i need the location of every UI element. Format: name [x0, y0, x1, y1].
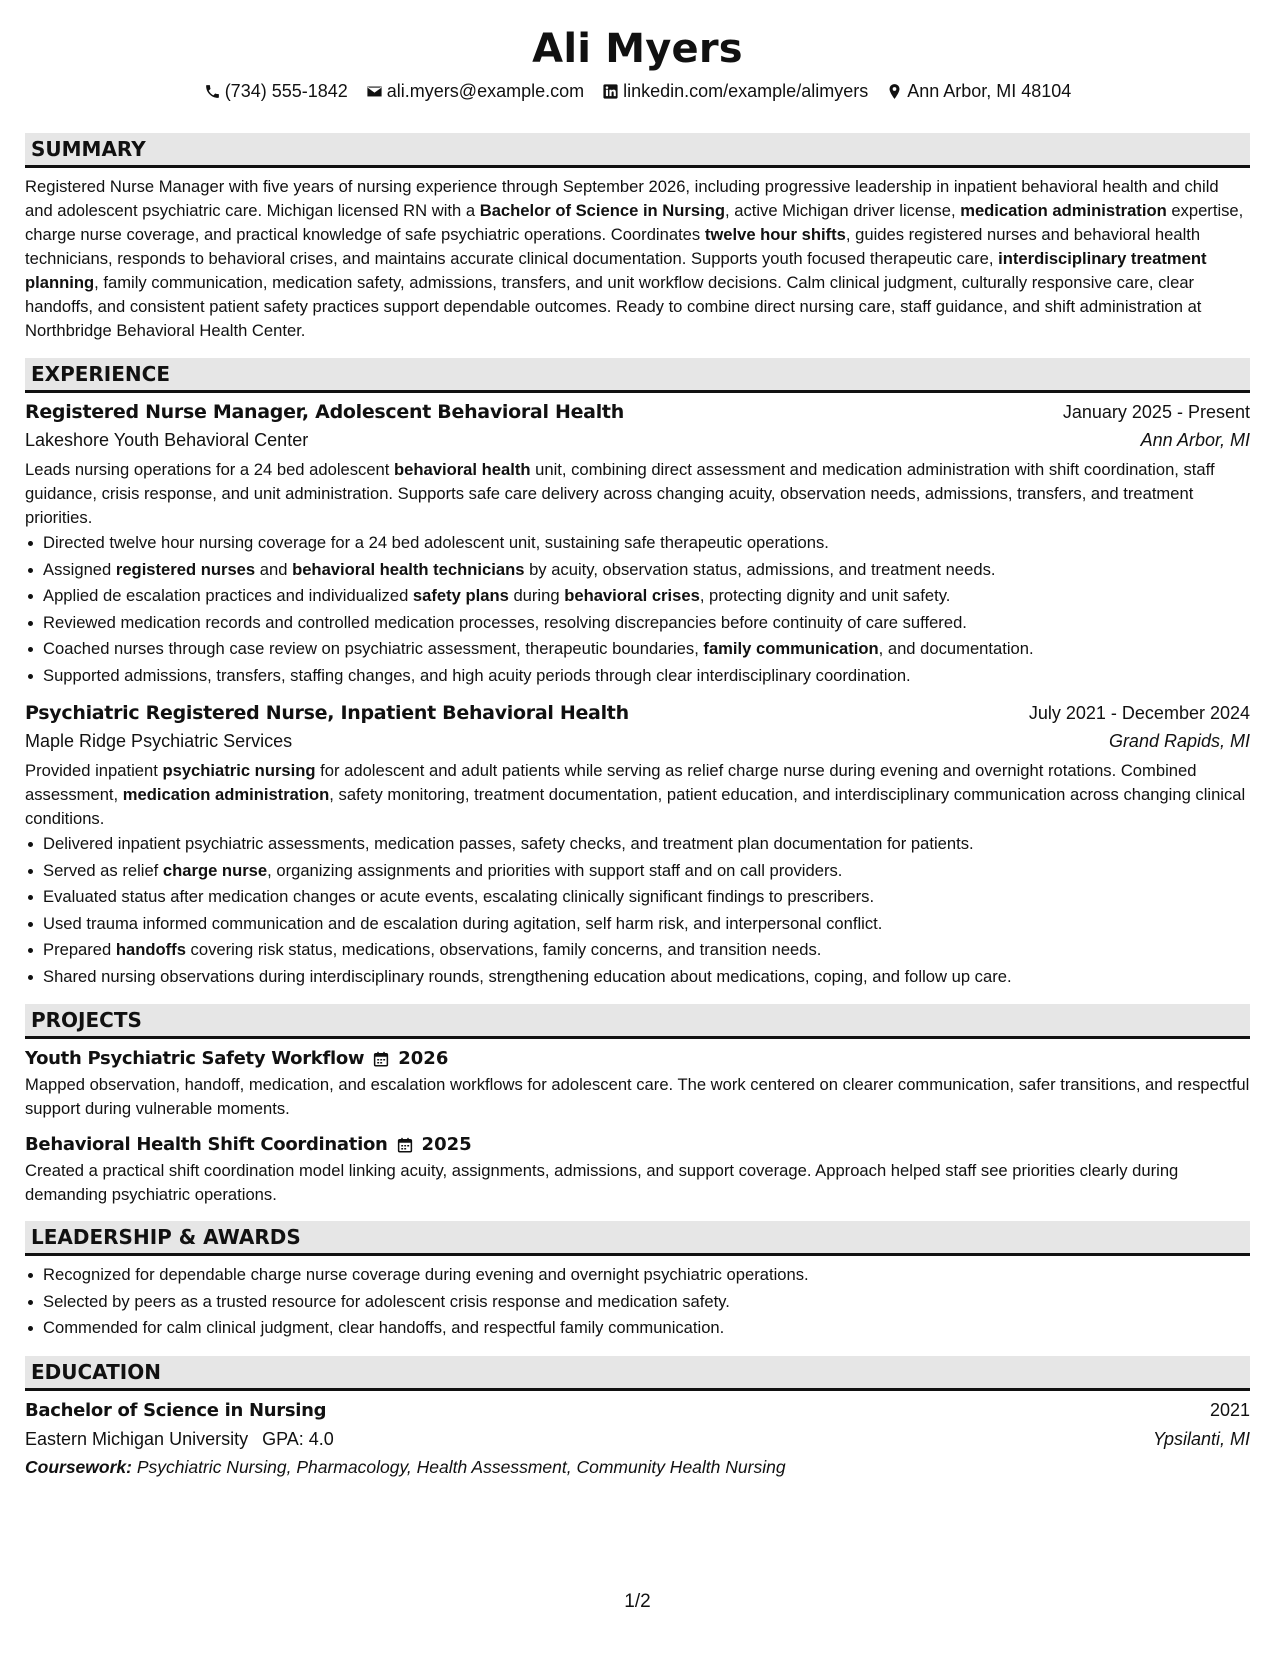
coursework-list: Psychiatric Nursing, Pharmacology, Health Assessment, Community Health Nursing — [136, 1456, 786, 1477]
project-entry — [25, 1045, 1250, 1121]
job-entry — [25, 398, 1250, 689]
summary-text: Registered Nurse Manager with five years of nursing experience through September 2026, including progressive leadership in inpatient behavioral health and child and adolescent psychiatric care. Michigan licensed RN with a Bachelor of Science in Nursing, active Michigan driver license, medication administration expertise, charge nurse coverage, and practical knowledge of safe psychiatric operations. Coordinates twelve hour shifts, guides registered nurses and behavioral health technicians, responds to behavioral crises, and maintains accurate clinical documentation. Supports youth focused therapeutic care, interdisciplinary treatment planning, family communication, medication safety, admissions, transfers, and unit workflow decisions. Calm clinical judgment, culturally responsive care, clear handoffs, and consistent patient safety practices support dependable outcomes. Ready to combine direct nursing care, staff guidance, and shift administration at Northbridge Behavioral Health Center. — [25, 177, 1244, 340]
job-dates: January 2025 - Present — [1062, 402, 1250, 422]
graduation-year: 2021 — [1209, 1399, 1250, 1420]
list-item: Assigned registered nurses and behavioral health technicians by acuity, observation status, admissions, and treatment needs. — [43, 557, 1250, 584]
job-organization: Maple Ridge Psychiatric Services — [25, 731, 293, 751]
contact-bar — [25, 79, 1250, 103]
job-location: Ann Arbor, MI — [1140, 430, 1250, 450]
projects-heading: PROJECTS — [25, 1004, 1250, 1039]
list-item: Used trauma informed communication and de escalation during agitation, self harm risk, and interpersonal conflict. — [43, 911, 1250, 938]
job-entry — [25, 699, 1250, 990]
project-description: Mapped observation, handoff, medication, and escalation workflows for adolescent care. The work centered on clearer communication, safer transitions, and respectful support during vulnerable moments. — [25, 1075, 1250, 1118]
contact-linkedin[interactable] — [602, 81, 868, 102]
project-year: 2026 — [398, 1048, 449, 1069]
coursework-label: Coursework: — [25, 1456, 132, 1477]
experience-heading: EXPERIENCE — [25, 358, 1250, 393]
job-location: Grand Rapids, MI — [1108, 731, 1250, 751]
job-title: Psychiatric Registered Nurse, Inpatient Behavioral Health — [25, 702, 629, 724]
resume-page — [0, 26, 1275, 1676]
phone-text: (734) 555-1842 — [224, 80, 348, 101]
job-description: Leads nursing operations for a 24 bed adolescent behavioral health unit, combining direct assessment and medication administration with shift coordination, staff guidance, crisis response, and unit administration. Supports safe care delivery across changing acuity, observation needs, admissions, transfers, and treatment priorities. — [25, 460, 1215, 527]
list-item: Prepared handoffs covering risk status, medications, observations, family concerns, and transition needs. — [43, 937, 1250, 964]
project-description: Created a practical shift coordination model linking acuity, assignments, admissions, and support coverage. Approach helped staff see priorities clearly during demanding psychiatric operations. — [25, 1161, 1179, 1204]
linkedin-text: linkedin.com/example/alimyers — [623, 80, 869, 101]
job-dates: July 2021 - December 2024 — [1028, 703, 1250, 723]
contact-location — [886, 81, 1071, 102]
location-text: Ann Arbor, MI 48104 — [907, 80, 1072, 101]
coursework — [25, 1453, 1250, 1481]
contact-phone — [204, 81, 348, 102]
contact-email[interactable] — [366, 81, 584, 102]
school-line — [25, 1425, 334, 1453]
list-item: Coached nurses through case review on psychiatric assessment, therapeutic boundaries, family communication, and documentation. — [43, 636, 1250, 663]
job-organization: Lakeshore Youth Behavioral Center — [25, 430, 309, 450]
list-item: Recognized for dependable charge nurse coverage during evening and overnight psychiatric operations. — [43, 1262, 1250, 1289]
page-number: 1/2 — [624, 1591, 651, 1612]
calendar-icon — [372, 1050, 390, 1068]
list-item: Served as relief charge nurse, organizing assignments and priorities with support staff and on call providers. — [43, 858, 1250, 885]
list-item: Selected by peers as a trusted resource for adolescent crisis response and medication safety. — [43, 1289, 1250, 1316]
list-item: Evaluated status after medication changes or acute events, escalating clinically significant findings to prescribers. — [43, 884, 1250, 911]
degree-name: Bachelor of Science in Nursing — [25, 1399, 327, 1421]
job-bullets — [25, 831, 1250, 990]
education-entry — [25, 1396, 1250, 1481]
map-pin-icon — [886, 83, 903, 100]
school-location: Ypsilanti, MI — [1152, 1428, 1250, 1449]
phone-icon — [204, 83, 221, 100]
summary-heading: SUMMARY — [25, 133, 1250, 168]
list-item: Applied de escalation practices and individualized safety plans during behavioral crises, protecting dignity and unit safety. — [43, 583, 1250, 610]
project-year: 2025 — [421, 1134, 472, 1155]
leadership-bullets — [25, 1262, 1250, 1342]
list-item: Shared nursing observations during interdisciplinary rounds, strengthening education about medications, coping, and follow up care. — [43, 964, 1250, 991]
list-item: Reviewed medication records and controlled medication processes, resolving discrepancies before continuity of care suffered. — [43, 610, 1250, 637]
education-heading: EDUCATION — [25, 1356, 1250, 1391]
list-item: Directed twelve hour nursing coverage for a 24 bed adolescent unit, sustaining safe therapeutic operations. — [43, 530, 1250, 557]
email-text: ali.myers@example.com — [386, 80, 585, 101]
project-title: Behavioral Health Shift Coordination — [25, 1134, 388, 1155]
leadership-heading: LEADERSHIP & AWARDS — [25, 1221, 1250, 1256]
list-item: Delivered inpatient psychiatric assessments, medication passes, safety checks, and treatment plan documentation for patients. — [43, 831, 1250, 858]
job-description: Provided inpatient psychiatric nursing for adolescent and adult patients while serving as relief charge nurse during evening and overnight rotations. Combined assessment, medication administration, safety monitoring, treatment documentation, patient education, and interdisciplinary communication across changing clinical conditions. — [25, 761, 1246, 828]
project-title: Youth Psychiatric Safety Workflow — [25, 1048, 365, 1069]
linkedin-icon — [602, 83, 619, 100]
envelope-icon — [366, 83, 383, 100]
list-item: Commended for calm clinical judgment, clear handoffs, and respectful family communication. — [43, 1315, 1250, 1342]
list-item: Supported admissions, transfers, staffing changes, and high acuity periods through clear interdisciplinary coordination. — [43, 663, 1250, 690]
project-entry — [25, 1131, 1250, 1207]
school-name: Eastern Michigan University — [25, 1428, 249, 1449]
calendar-icon — [396, 1136, 414, 1154]
gpa: GPA: 4.0 — [262, 1428, 334, 1449]
candidate-name: Ali Myers — [532, 26, 743, 72]
job-title: Registered Nurse Manager, Adolescent Behavioral Health — [25, 401, 624, 423]
job-bullets — [25, 530, 1250, 689]
